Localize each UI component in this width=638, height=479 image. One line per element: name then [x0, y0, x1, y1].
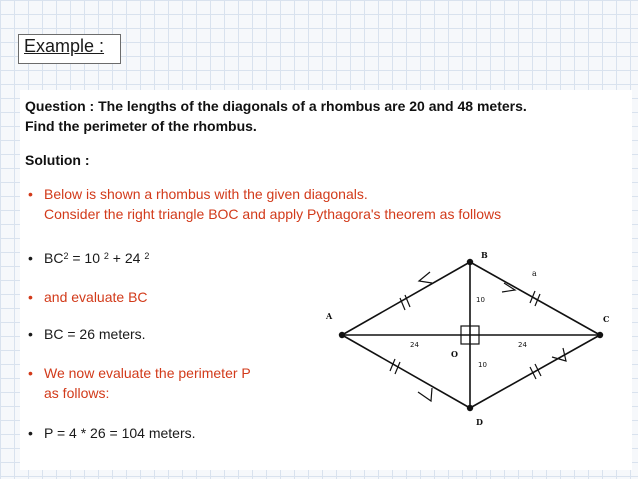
- bullet-dot: •: [28, 365, 33, 381]
- bullet-evaluate-bc: [28, 287, 148, 307]
- question-text: [25, 96, 527, 136]
- equation-bc: BC: [44, 250, 64, 266]
- vertex-label-b: B: [481, 250, 488, 260]
- question-line-1: Question : The lengths of the diagonals of a rhombus are 20 and 48 meters.: [25, 98, 527, 114]
- equation-term-2: + 24: [108, 250, 145, 266]
- diagram-background: [316, 240, 626, 470]
- bullet-text: Below is shown a rhombus with the given diagonals.: [44, 186, 368, 202]
- vertex-label-c: C: [603, 314, 610, 324]
- rhombus-diagram: [316, 240, 626, 470]
- bullet-text: Consider the right triangle BOC and apply Pythagora's theorem as follows: [44, 206, 502, 222]
- bullet-perimeter-intro: [28, 363, 251, 403]
- vertex-point: [467, 405, 473, 411]
- question-line-2: Find the perimeter of the rhombus.: [25, 118, 257, 134]
- bullet-dot: •: [28, 326, 33, 342]
- side-label-a: a: [532, 269, 537, 278]
- bullet-text: P = 4 * 26 = 104 meters.: [44, 425, 196, 441]
- bullet-text: as follows:: [44, 385, 110, 401]
- half-diagonal-top-label: 10: [476, 296, 485, 304]
- bullet-rhombus-intro: [28, 184, 501, 224]
- half-diagonal-right-label: 24: [518, 341, 527, 349]
- exponent: 2: [63, 251, 69, 261]
- vertex-point: [467, 259, 473, 265]
- exponent: 2: [144, 251, 150, 261]
- half-diagonal-left-label: 24: [410, 341, 419, 349]
- solution-heading: Solution :: [25, 152, 90, 168]
- center-label-o: O: [451, 349, 458, 359]
- bullet-dot: •: [28, 186, 33, 202]
- bullet-pythagoras-equation: [28, 248, 149, 268]
- bullet-text: and evaluate BC: [44, 289, 148, 305]
- bullet-bc-result: [28, 324, 146, 344]
- equation-term-1: = 10: [68, 250, 104, 266]
- bullet-text: BC = 26 meters.: [44, 326, 146, 342]
- vertex-label-a: A: [326, 311, 333, 321]
- bullet-dot: •: [28, 425, 33, 441]
- bullet-text: We now evaluate the perimeter P: [44, 365, 251, 381]
- half-diagonal-bottom-label: 10: [478, 361, 487, 369]
- vertex-label-d: D: [476, 417, 483, 427]
- bullet-dot: •: [28, 250, 33, 266]
- bullet-dot: •: [28, 289, 33, 305]
- vertex-point: [597, 332, 603, 338]
- exponent: 2: [103, 251, 109, 261]
- bullet-perimeter-result: [28, 423, 196, 443]
- slide-title: Example :: [24, 36, 105, 56]
- vertex-point: [339, 332, 345, 338]
